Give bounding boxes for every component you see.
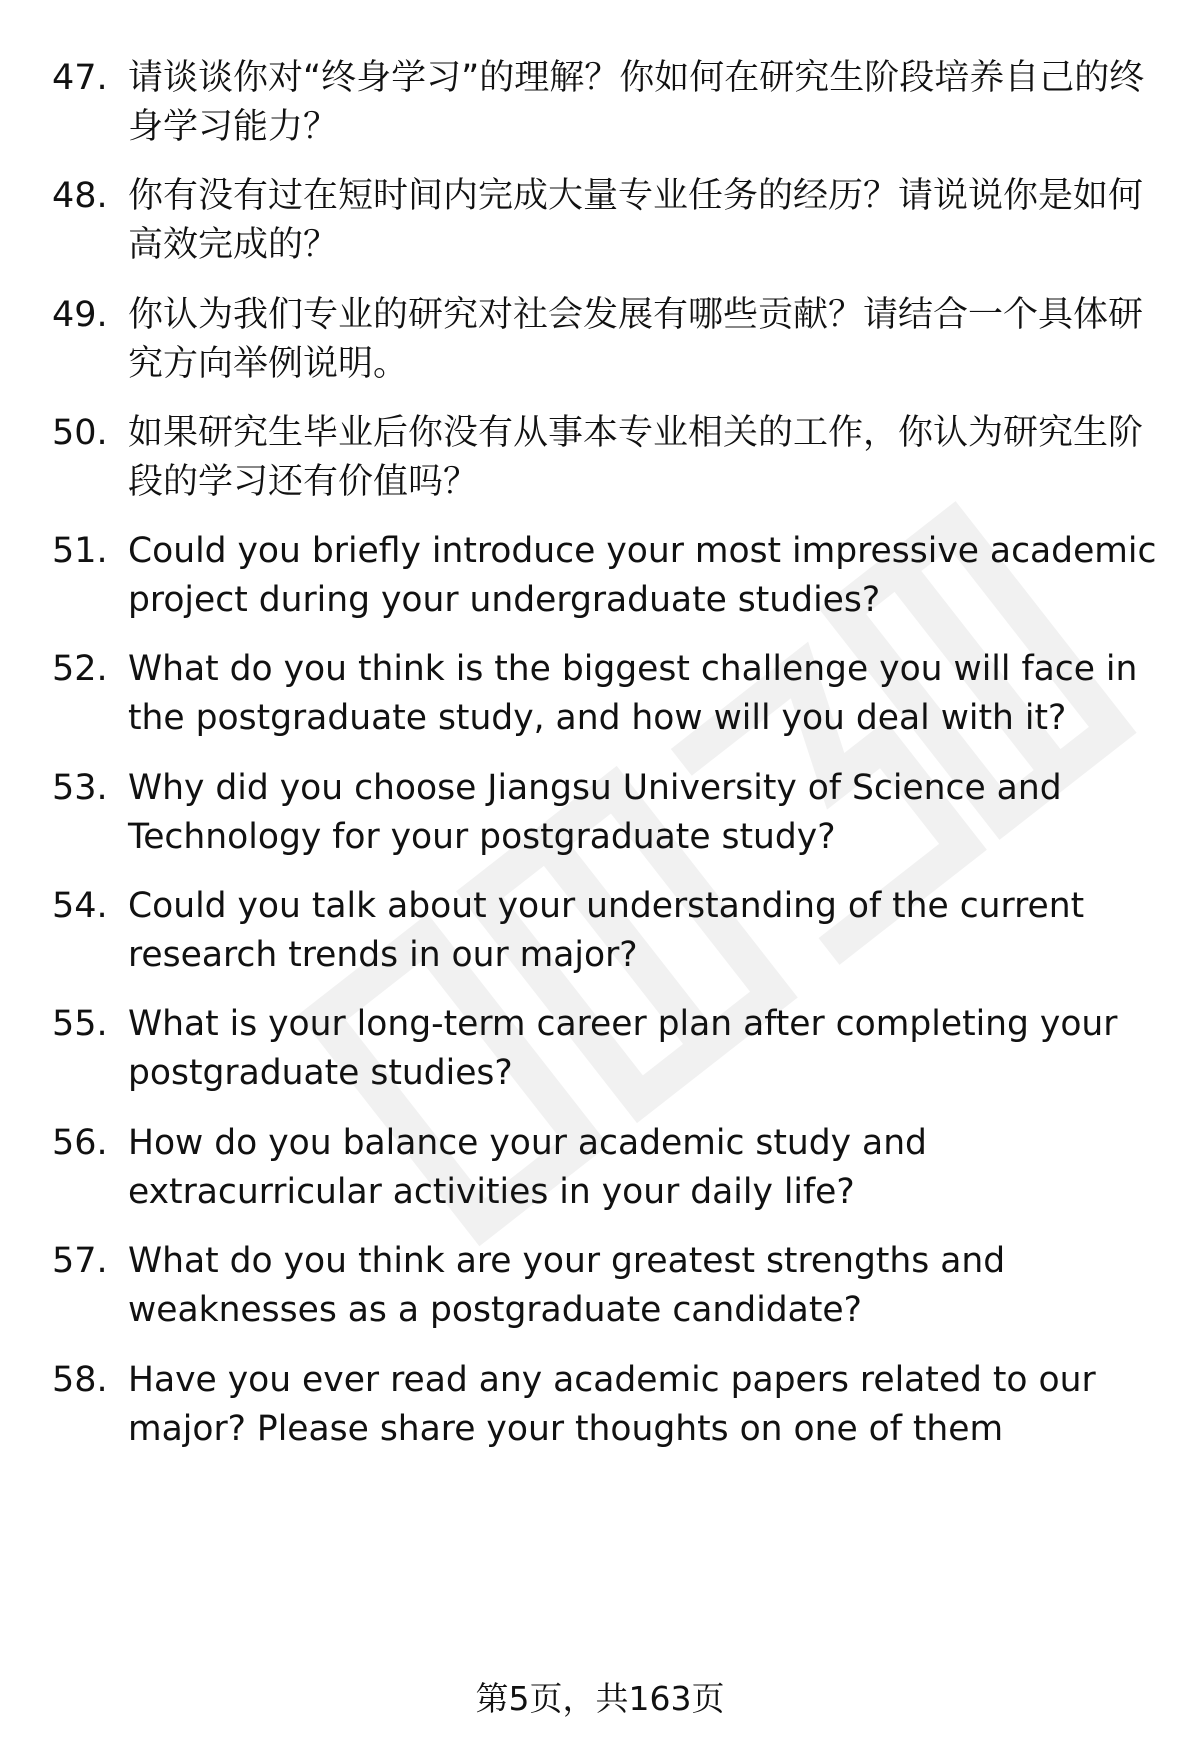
question-number: 58. — [52, 1360, 108, 1400]
question-text: 你认为我们专业的研究对社会发展有哪些贡献？请结合一个具体研究方向举例说明。 — [128, 295, 1144, 384]
question-number: 48. — [52, 176, 108, 216]
question-number: 52. — [52, 649, 108, 689]
page-indicator: 第5页，共163页 — [475, 1679, 725, 1718]
question-number: 51. — [52, 531, 108, 571]
question-number: 47. — [52, 58, 108, 98]
question-number: 57. — [52, 1241, 108, 1281]
question-text: 你有没有过在短时间内完成大量专业任务的经历？请说说你是如何高效完成的？ — [128, 176, 1144, 265]
question-text: Could you talk about your understanding of the current research trends in our major? — [128, 886, 1085, 975]
question-text: What do you think are your greatest strengths and weaknesses as a postgraduate candidate? — [128, 1241, 1006, 1330]
question-text: What is your long-term career plan after completing your postgraduate studies? — [128, 1004, 1118, 1093]
question-number: 56. — [52, 1123, 108, 1163]
question-text: 请谈谈你对“终身学习”的理解？你如何在研究生阶段培养自己的终身学习能力？ — [128, 58, 1145, 147]
question-text: Why did you choose Jiangsu University of Science and Technology for your postgraduate study? — [128, 768, 1062, 857]
question-number: 54. — [52, 886, 108, 926]
question-number: 49. — [52, 295, 108, 335]
question-text: 如果研究生毕业后你没有从事本专业相关的工作，你认为研究生阶段的学习还有价值吗？ — [128, 413, 1144, 502]
question-text: Could you briefly introduce your most impressive academic project during your undergraduate studies? — [128, 531, 1157, 620]
question-text: How do you balance your academic study and extracurricular activities in your daily life? — [128, 1123, 927, 1212]
question-text: Have you ever read any academic papers related to our major? Please share your thoughts on one of them — [128, 1360, 1096, 1449]
question-number: 50. — [52, 413, 108, 453]
question-text: What do you think is the biggest challenge you will face in the postgraduate study, and how will you deal with it? — [128, 649, 1138, 738]
question-number: 53. — [52, 768, 108, 808]
question-number: 55. — [52, 1004, 108, 1044]
